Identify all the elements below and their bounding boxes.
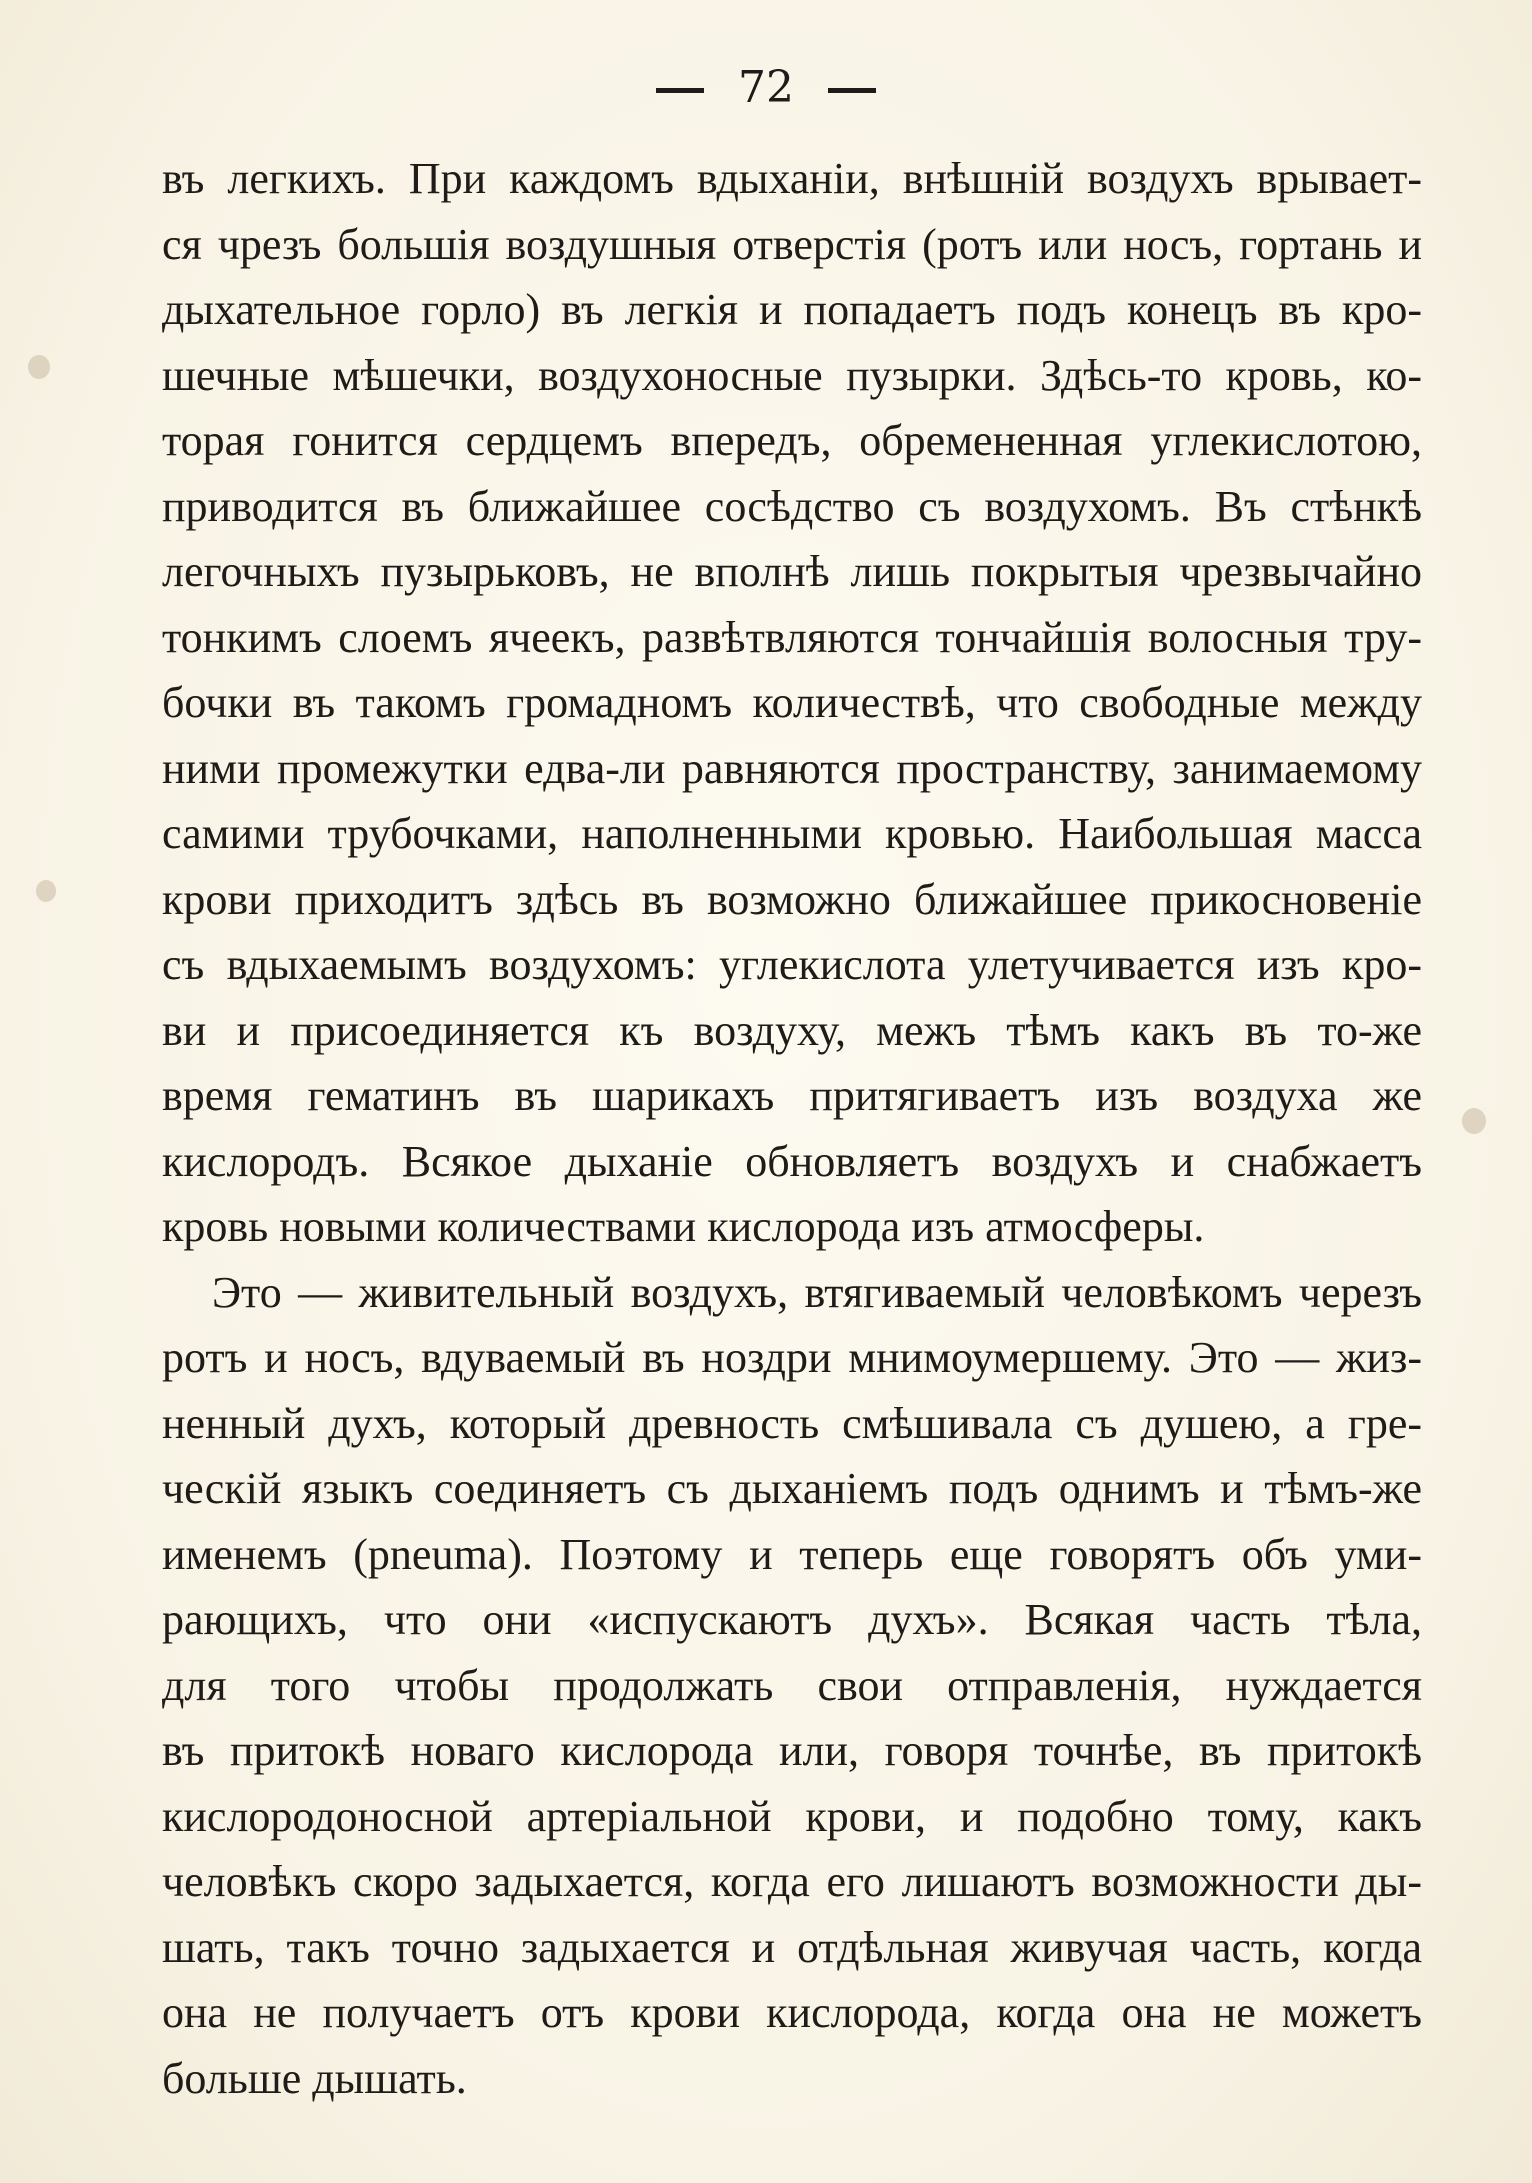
text-line: шечные мѣшечки, воздухоносные пузырки. Здѣсь-то кровь, ко-: [162, 350, 1422, 400]
text-line: время гематинъ въ шарикахъ притягиваетъ изъ воздуха же: [162, 1071, 1422, 1120]
text-line: крови приходитъ здѣсь въ возможно ближайшее прикосновеніе: [162, 874, 1422, 924]
paper-stain: [1462, 1108, 1486, 1134]
text-line: ними промежутки едва-ли равняются пространству, занимаемому: [162, 743, 1422, 793]
text-line: въ легкихъ. При каждомъ вдыханіи, внѣшній воздухъ врывает-: [162, 154, 1422, 203]
text-line: тонкимъ слоемъ ячеекъ, развѣтвляются тончайшія волосныя тру-: [162, 612, 1422, 662]
text-line: кислородъ. Всякое дыханіе обновляетъ воздухъ и снабжаетъ: [162, 1136, 1422, 1186]
text-line: ненный духъ, который древность смѣшивала съ душею, а гре-: [162, 1398, 1422, 1448]
text-line: торая гонится сердцемъ впередъ, обремененная углекислотою,: [162, 416, 1422, 465]
text-line: приводится въ ближайшее сосѣдство съ воздухомъ. Въ стѣнкѣ: [162, 481, 1422, 531]
text-line: больше дышать.: [162, 2053, 467, 2103]
text-line: человѣкъ скоро задыхается, когда его лишаютъ возможности ды-: [162, 1857, 1422, 1906]
text-line: въ притокѣ новаго кислорода или, говоря точнѣе, въ притокѣ: [162, 1726, 1422, 1775]
body-text: [162, 146, 1422, 2111]
text-line: шать, такъ точно задыхается и отдѣльная живучая часть, когда: [162, 1922, 1422, 1972]
text-line: кровь новыми количествами кислорода изъ атмосферы.: [162, 1202, 1205, 1251]
text-line: самими трубочками, наполненными кровью. Наибольшая масса: [162, 809, 1422, 858]
paragraph: [162, 1260, 1422, 2112]
header-dash-left: [656, 88, 704, 93]
text-line: легочныхъ пузырьковъ, не вполнѣ лишь покрытыя чрезвычайно: [162, 547, 1422, 596]
page-number: 72: [738, 62, 794, 113]
paper-stain: [36, 880, 56, 902]
text-line: она не получаетъ отъ крови кислорода, когда она не можетъ: [162, 1988, 1422, 2037]
text-line: ческій языкъ соединяетъ съ дыханіемъ подъ однимъ и тѣмъ-же: [162, 1464, 1422, 1513]
text-line: для того чтобы продолжать свои отправленія, нуждается: [162, 1660, 1422, 1710]
text-line: рающихъ, что они «испускаютъ духъ». Всякая часть тѣла,: [162, 1595, 1422, 1644]
text-line: бочки въ такомъ громадномъ количествѣ, что свободные между: [162, 678, 1422, 727]
text-line: ся чрезъ большія воздушныя отверстія (ротъ или носъ, гортань и: [162, 219, 1422, 269]
paragraph: [162, 146, 1422, 1260]
text-line: именемъ (pneuma). Поэтому и теперь еще говорятъ объ уми-: [162, 1529, 1422, 1579]
page-header: [0, 58, 1532, 118]
paper-stain: [28, 355, 50, 379]
text-line: ви и присоединяется къ воздуху, межъ тѣмъ какъ въ то-же: [162, 1005, 1422, 1055]
header-dash-right: [828, 88, 876, 93]
text-line: ротъ и носъ, вдуваемый въ ноздри мнимоумершему. Это — жиз-: [162, 1333, 1422, 1382]
text-line: съ вдыхаемымъ воздухомъ: углекислота улетучивается изъ кро-: [162, 940, 1422, 989]
text-line: Это — живительный воздухъ, втягиваемый человѣкомъ черезъ: [212, 1267, 1422, 1317]
text-line: дыхательное горло) въ легкія и попадаетъ подъ конецъ въ кро-: [162, 285, 1422, 334]
text-line: кислородоносной артеріальной крови, и подобно тому, какъ: [162, 1791, 1422, 1841]
